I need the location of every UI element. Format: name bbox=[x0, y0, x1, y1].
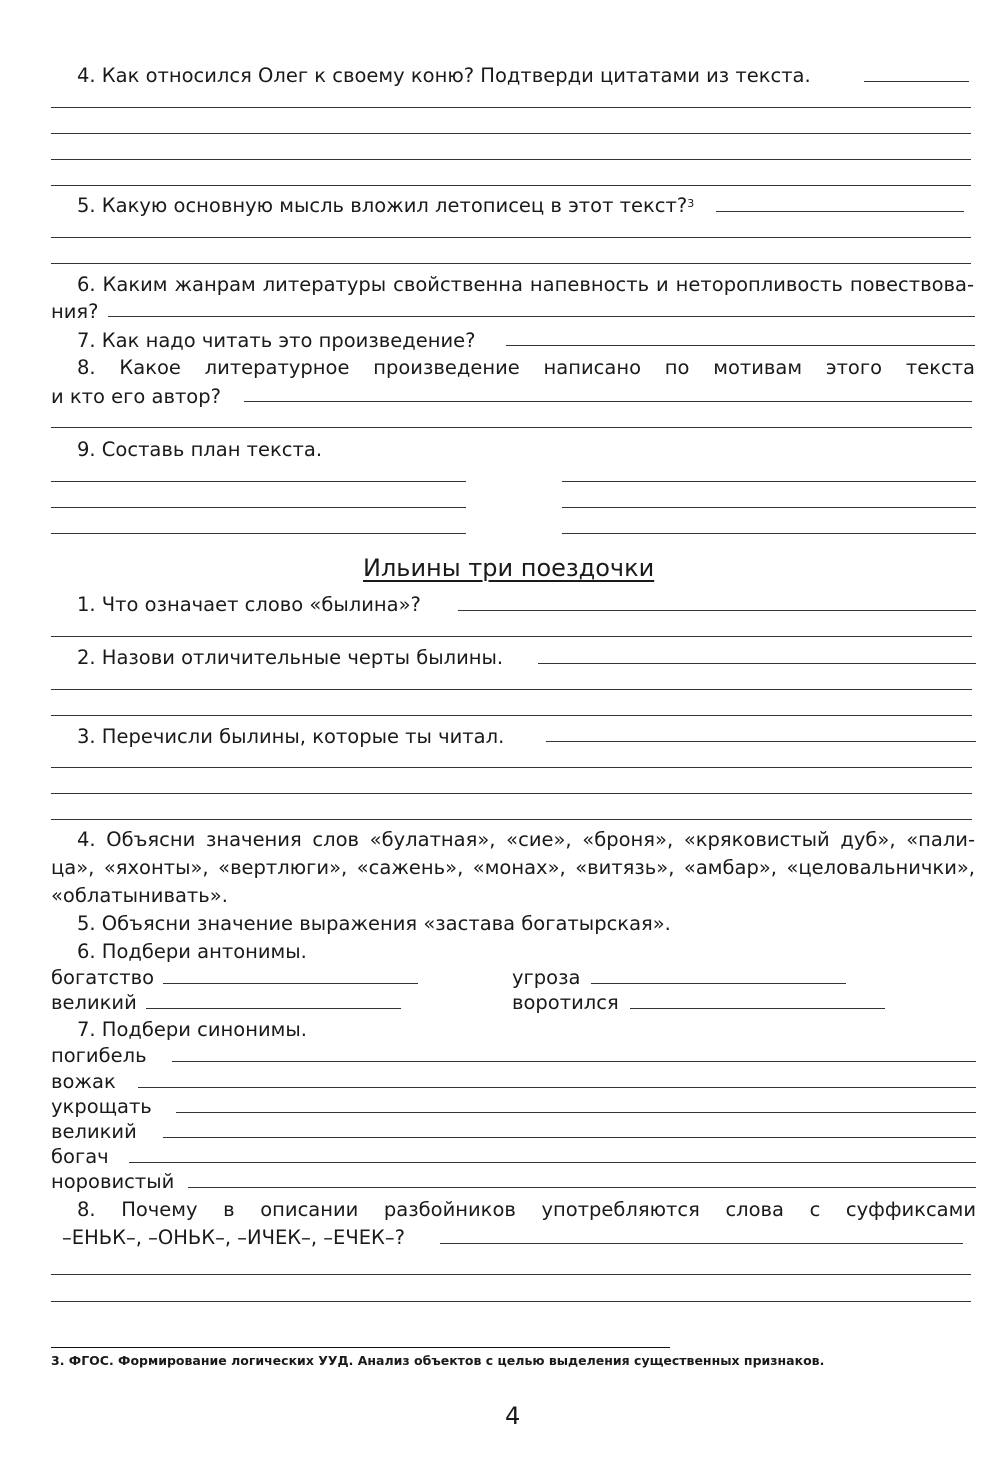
section-title: Ильины три поездочки bbox=[363, 554, 655, 582]
synonym-answer-line[interactable] bbox=[188, 1187, 976, 1188]
answer-line[interactable] bbox=[51, 819, 972, 820]
antonym-answer-line[interactable] bbox=[630, 1008, 885, 1009]
synonym-answer-line[interactable] bbox=[172, 1061, 976, 1062]
question-7: 7. Как надо читать это произведение? bbox=[77, 329, 476, 352]
question-6: 6. Подбери антонимы. bbox=[77, 940, 307, 963]
answer-line[interactable] bbox=[51, 1301, 971, 1302]
plan-line-left[interactable] bbox=[51, 507, 466, 508]
antonym-word: богатство bbox=[51, 966, 155, 989]
answer-line[interactable] bbox=[458, 610, 976, 611]
question-7: 7. Подбери синонимы. bbox=[77, 1018, 307, 1041]
synonym-word: погибель bbox=[51, 1044, 147, 1067]
question-5 bbox=[77, 194, 694, 218]
answer-line[interactable] bbox=[51, 427, 972, 428]
answer-line[interactable] bbox=[51, 263, 971, 264]
answer-line[interactable] bbox=[864, 81, 969, 82]
question-5: 5. Объясни значение выражения «застава богатырская». bbox=[77, 912, 671, 935]
synonym-word: укрощать bbox=[51, 1095, 152, 1118]
answer-line[interactable] bbox=[546, 741, 976, 742]
answer-line[interactable] bbox=[51, 237, 971, 238]
plan-line-right[interactable] bbox=[562, 481, 976, 482]
footnote: 3. ФГОС. Формирование логических УУД. Анализ объектов с целью выделения существенных признаков. bbox=[51, 1353, 825, 1368]
synonym-answer-line[interactable] bbox=[129, 1162, 976, 1163]
answer-line[interactable] bbox=[51, 185, 971, 186]
question-8-line2: и кто его автор? bbox=[51, 385, 221, 408]
answer-line[interactable] bbox=[538, 663, 976, 664]
question-5-text: 5. Какую основную мысль вложил летописец в этот текст? bbox=[77, 194, 688, 217]
question-2: 2. Назови отличительные черты былины. bbox=[77, 646, 504, 669]
answer-line[interactable] bbox=[51, 767, 972, 768]
footnote-rule bbox=[51, 1347, 670, 1348]
question-8-line2: –ЕНЬК–, –ОНЬК–, –ИЧЕК–, –ЕЧЕК–? bbox=[62, 1226, 405, 1249]
question-8-line1: 8. Почему в описании разбойников употребляются слова с суффиксами bbox=[77, 1198, 976, 1221]
antonym-word: великий bbox=[51, 991, 137, 1014]
synonym-word: норовистый bbox=[51, 1170, 175, 1193]
answer-line[interactable] bbox=[51, 793, 972, 794]
synonym-answer-line[interactable] bbox=[176, 1112, 976, 1113]
synonym-word: великий bbox=[51, 1120, 137, 1143]
plan-line-left[interactable] bbox=[51, 533, 466, 534]
synonym-word: вожак bbox=[51, 1070, 116, 1093]
answer-line[interactable] bbox=[244, 401, 972, 402]
antonym-answer-line[interactable] bbox=[146, 1008, 401, 1009]
answer-line[interactable] bbox=[51, 715, 972, 716]
question-1: 1. Что означает слово «былина»? bbox=[77, 593, 421, 616]
footnote-ref: 3 bbox=[687, 197, 695, 210]
answer-line[interactable] bbox=[51, 1274, 971, 1275]
answer-line[interactable] bbox=[51, 133, 971, 134]
plan-line-right[interactable] bbox=[562, 533, 976, 534]
question-4: 4. Как относился Олег к своему коню? Подтверди цитатами из текста. bbox=[77, 64, 811, 87]
question-3: 3. Перечисли былины, которые ты читал. bbox=[77, 725, 505, 748]
antonym-word: воротился bbox=[512, 991, 619, 1014]
answer-line[interactable] bbox=[716, 211, 964, 212]
synonym-answer-line[interactable] bbox=[163, 1137, 976, 1138]
antonym-word: угроза bbox=[512, 966, 581, 989]
answer-line[interactable] bbox=[51, 107, 971, 108]
question-4-line2: ца», «яхонты», «вертлюги», «сажень», «монах», «витязь», «амбар», «целовальнички», bbox=[51, 856, 975, 879]
page-number: 4 bbox=[505, 1402, 521, 1430]
antonym-answer-line[interactable] bbox=[163, 983, 418, 984]
answer-line[interactable] bbox=[440, 1243, 963, 1244]
question-6-line1: 6. Каким жанрам литературы свойственна напевность и неторопливость повествова- bbox=[77, 273, 974, 296]
question-4-line1: 4. Объясни значения слов «булатная», «сие», «броня», «кряковистый дуб», «пали- bbox=[77, 828, 975, 851]
plan-line-left[interactable] bbox=[51, 481, 466, 482]
question-6-line2: ния? bbox=[51, 300, 99, 323]
question-9: 9. Составь план текста. bbox=[77, 438, 323, 461]
synonym-word: богач bbox=[51, 1145, 109, 1168]
synonym-answer-line[interactable] bbox=[138, 1087, 976, 1088]
answer-line[interactable] bbox=[108, 316, 975, 317]
question-8-line1: 8. Какое литературное произведение написано по мотивам этого текста bbox=[77, 356, 975, 379]
plan-line-right[interactable] bbox=[562, 507, 976, 508]
question-4-line3: «облатынивать». bbox=[51, 884, 228, 907]
antonym-answer-line[interactable] bbox=[591, 983, 846, 984]
answer-line[interactable] bbox=[51, 689, 972, 690]
answer-line[interactable] bbox=[506, 345, 975, 346]
answer-line[interactable] bbox=[51, 636, 972, 637]
answer-line[interactable] bbox=[51, 159, 971, 160]
